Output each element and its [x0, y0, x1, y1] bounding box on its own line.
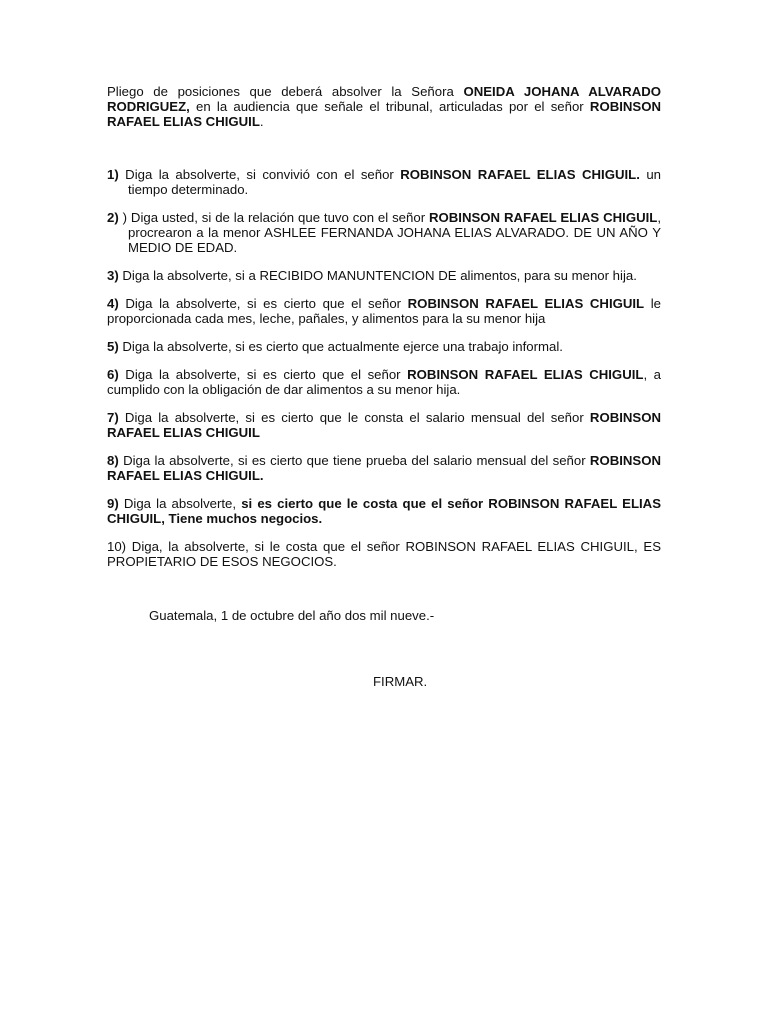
position-item-10: 10) Diga, la absolverte, si le costa que el señor ROBINSON RAFAEL ELIAS CHIGUIL, ES PROPIETARIO DE ESOS NEGOCIOS. [107, 539, 661, 569]
position-item-5: 5) Diga la absolverte, si es cierto que actualmente ejerce una trabajo informal. [107, 339, 563, 354]
intro-paragraph: Pliego de posiciones que deberá absolver la Señora ONEIDA JOHANA ALVARADO RODRIGUEZ, en la audiencia que señale el tribunal, articuladas por el señor ROBINSON RAFAEL ELIAS CHIGUIL. [107, 84, 662, 129]
position-item-3: 3) Diga la absolverte, si a RECIBIDO MANUNTENCION DE alimentos, para su menor hija. [107, 268, 637, 283]
document-body [107, 84, 661, 689]
position-item-9: 9) Diga la absolverte, si es cierto que le costa que el señor ROBINSON RAFAEL ELIAS CHIGUIL, Tiene muchos negocios. [107, 496, 661, 526]
position-item-8: 8) Diga la absolverte, si es cierto que tiene prueba del salario mensual del señor ROBINSON RAFAEL ELIAS CHIGUIL. [107, 453, 661, 483]
signature-line: FIRMAR. [373, 674, 428, 689]
position-item-4: 4) Diga la absolverte, si es cierto que el señor ROBINSON RAFAEL ELIAS CHIGUIL le proporcionada cada mes, leche, pañales, y alimentos para la su menor hija [107, 296, 661, 326]
closing-date-line: Guatemala, 1 de octubre del año dos mil nueve.- [149, 608, 435, 623]
position-item-7: 7) Diga la absolverte, si es cierto que le consta el salario mensual del señor ROBINSON RAFAEL ELIAS CHIGUIL [107, 410, 661, 440]
position-item-1: 1) Diga la absolverte, si convivió con el señor ROBINSON RAFAEL ELIAS CHIGUIL. un tiempo determinado. [107, 167, 661, 197]
position-item-2: 2) ) Diga usted, si de la relación que tuvo con el señor ROBINSON RAFAEL ELIAS CHIGUIL, procrearon a la menor ASHLEE FERNANDA JOHANA ELIAS ALVARADO. DE UN AÑO Y MEDIO DE EDAD. [107, 210, 661, 255]
position-item-6: 6) Diga la absolverte, si es cierto que el señor ROBINSON RAFAEL ELIAS CHIGUIL, a cumplido con la obligación de dar alimentos a su menor hija. [107, 367, 661, 397]
